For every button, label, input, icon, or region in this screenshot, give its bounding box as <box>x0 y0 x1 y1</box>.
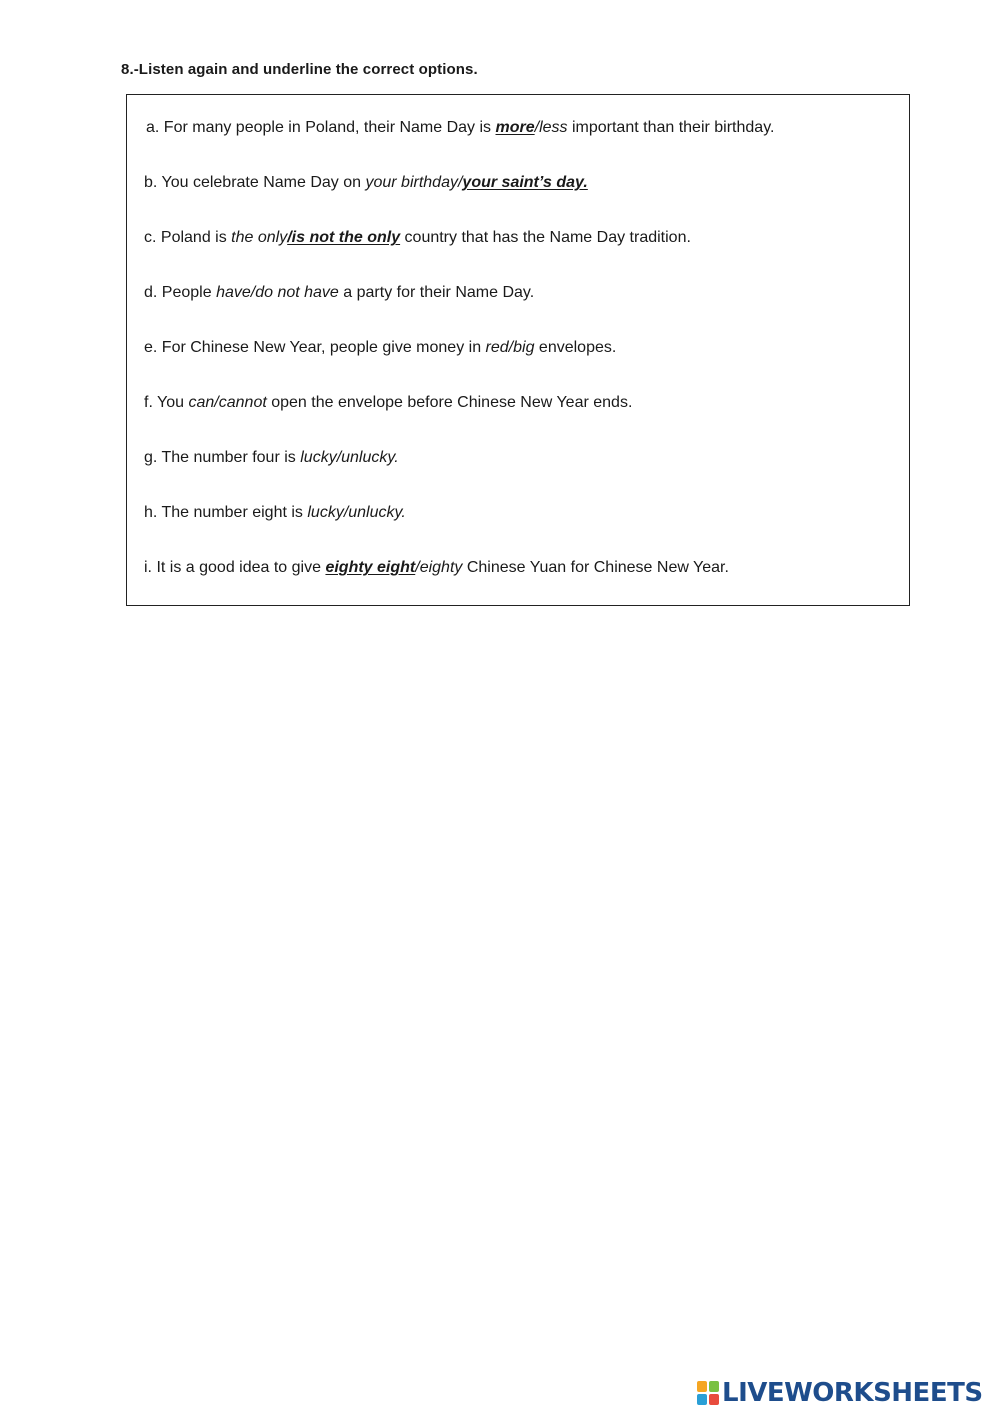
answer-option[interactable]: your saint’s day. <box>462 174 588 191</box>
liveworksheets-logo-icon <box>697 1381 719 1405</box>
liveworksheets-wordmark: LIVEWORKSHEETS <box>722 1378 983 1408</box>
exercise-item-g: g. The number four is lucky/unlucky. <box>144 449 399 466</box>
answer-option[interactable]: eighty eight <box>325 559 416 576</box>
exercise-box <box>126 94 910 606</box>
exercise-item-b: b. You celebrate Name Day on your birthday/your saint’s day. <box>144 174 588 191</box>
option[interactable]: the only <box>231 229 288 246</box>
answer-option[interactable]: /is not the only <box>287 229 401 246</box>
option[interactable]: your birthday/ <box>365 174 463 191</box>
option[interactable]: can/cannot <box>188 394 267 411</box>
exercise-heading: 8.-Listen again and underline the correct options. <box>121 61 478 78</box>
option[interactable]: less <box>539 119 568 136</box>
answer-option[interactable]: more <box>495 119 535 136</box>
option[interactable]: lucky/unlucky. <box>300 449 399 466</box>
exercise-item-c: c. Poland is the only/is not the only country that has the Name Day tradition. <box>144 229 691 246</box>
exercise-item-d: d. People have/do not have a party for their Name Day. <box>144 284 535 301</box>
exercise-item-i: i. It is a good idea to give eighty eight/eighty Chinese Yuan for Chinese New Year. <box>144 559 729 576</box>
option[interactable]: eighty <box>419 559 463 576</box>
option[interactable]: have/do not have <box>216 284 339 301</box>
option[interactable]: red/big <box>485 339 535 356</box>
exercise-item-a: a. For many people in Poland, their Name Day is more/less important than their birthday. <box>146 119 775 136</box>
liveworksheets-logo <box>697 1378 983 1408</box>
option[interactable]: lucky/unlucky. <box>307 504 406 521</box>
exercise-item-h: h. The number eight is lucky/unlucky. <box>144 504 406 521</box>
exercise-item-f: f. You can/cannot open the envelope before Chinese New Year ends. <box>144 394 633 411</box>
exercise-item-e: e. For Chinese New Year, people give money in red/big envelopes. <box>144 339 617 356</box>
